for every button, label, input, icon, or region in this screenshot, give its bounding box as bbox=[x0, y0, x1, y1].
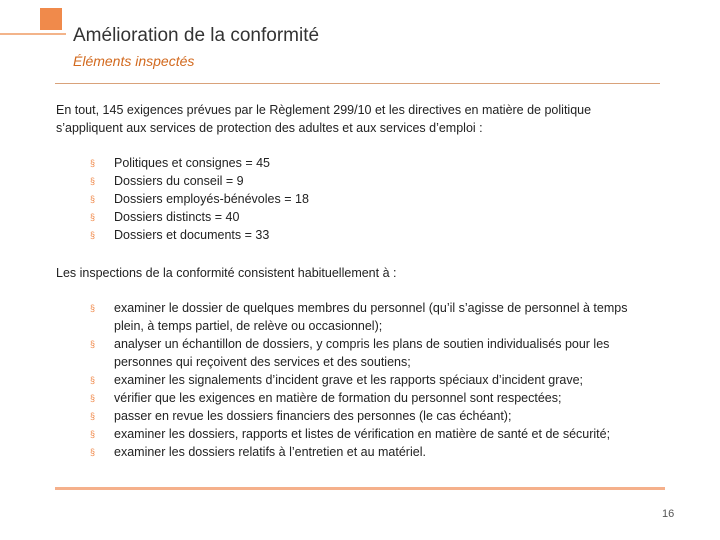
inspections-heading: Les inspections de la conformité consistent habituellement à : bbox=[56, 266, 397, 280]
requirements-list bbox=[90, 154, 450, 244]
list-item bbox=[90, 226, 450, 244]
bullet-icon: § bbox=[90, 447, 96, 457]
list-item-text: Dossiers du conseil = 9 bbox=[114, 174, 244, 188]
bullet-icon: § bbox=[90, 176, 96, 186]
list-item-text: examiner le dossier de quelques membres du personnel (qu’il s’agisse de personnel à temps plein, à temps partiel, de relève ou occasionnel); bbox=[114, 301, 628, 333]
bullet-icon: § bbox=[90, 411, 96, 421]
list-item bbox=[90, 443, 660, 461]
list-item bbox=[90, 335, 660, 371]
list-item bbox=[90, 190, 450, 208]
page-title: Amélioration de la conformité bbox=[73, 25, 320, 46]
list-item bbox=[90, 172, 450, 190]
bullet-icon: § bbox=[90, 375, 96, 385]
list-item-text: analyser un échantillon de dossiers, y compris les plans de soutien individualisés pour les personnes qui reçoivent des services et des soutiens; bbox=[114, 337, 610, 369]
title-divider bbox=[55, 83, 660, 84]
bullet-icon: § bbox=[90, 393, 96, 403]
list-item-text: Politiques et consignes = 45 bbox=[114, 156, 271, 170]
intro-paragraph: En tout, 145 exigences prévues par le Règlement 299/10 et les directives en matière de politique s’appliquent aux services de protection des adultes et aux services d’emploi : bbox=[56, 103, 592, 135]
list-item bbox=[90, 154, 450, 172]
list-item-text: Dossiers employés-bénévoles = 18 bbox=[114, 192, 309, 206]
bullet-icon: § bbox=[90, 194, 96, 204]
bullet-icon: § bbox=[90, 303, 96, 313]
page-number: 16 bbox=[662, 508, 675, 520]
bullet-icon: § bbox=[90, 339, 96, 349]
list-item bbox=[90, 389, 660, 407]
orange-square-logo bbox=[40, 8, 62, 30]
header-accent-line bbox=[0, 33, 66, 35]
list-item-text: examiner les dossiers, rapports et listes de vérification en matière de santé et de sécurité; bbox=[114, 427, 611, 441]
list-item bbox=[90, 208, 450, 226]
bullet-icon: § bbox=[90, 212, 96, 222]
list-item bbox=[90, 299, 660, 335]
bullet-icon: § bbox=[90, 429, 96, 439]
bullet-icon: § bbox=[90, 158, 96, 168]
list-item-text: Dossiers et documents = 33 bbox=[114, 228, 270, 242]
list-item bbox=[90, 407, 660, 425]
footer-bar bbox=[55, 487, 665, 490]
page-subtitle: Éléments inspectés bbox=[73, 53, 195, 69]
list-item bbox=[90, 425, 660, 443]
bullet-icon: § bbox=[90, 230, 96, 240]
list-item-text: examiner les signalements d’incident grave et les rapports spéciaux d’incident grave; bbox=[114, 373, 584, 387]
list-item-text: examiner les dossiers relatifs à l’entretien et au matériel. bbox=[114, 445, 426, 459]
list-item-text: vérifier que les exigences en matière de formation du personnel sont respectées; bbox=[114, 391, 562, 405]
inspection-items-list bbox=[90, 299, 660, 461]
list-item-text: passer en revue les dossiers financiers des personnes (le cas échéant); bbox=[114, 409, 512, 423]
list-item bbox=[90, 371, 660, 389]
list-item-text: Dossiers distincts = 40 bbox=[114, 210, 240, 224]
